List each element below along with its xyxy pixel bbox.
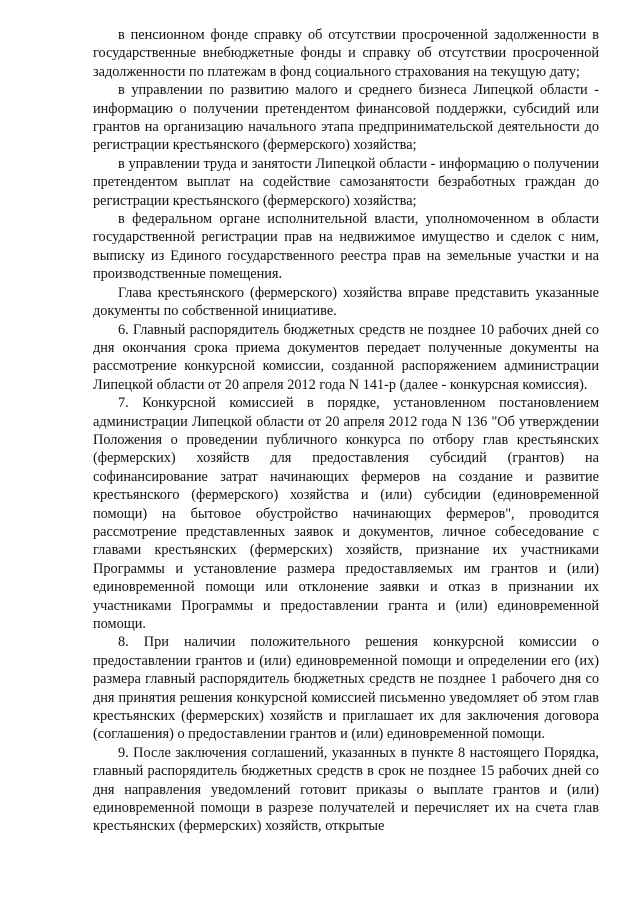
paragraph-item-8: 8. При наличии положительного решения конкурсной комиссии о предоставлении грантов и (или) единовременной помощи и определении его (их) размера главный распорядитель бюджетных средств не позднее 1 рабочего дня со дня принятия решения конкурсной комиссией письменно уведомляет об этом глав крестьянских (фермерских) хозяйств и приглашает их для заключения договора (соглашения) о предоставлении грантов и (или) единовременной помощи. [93,634,599,743]
paragraph-pension-fund-certificate: в пенсионном фонде справку об отсутствии просроченной задолженности в государственные внебюджетные фонды и справку об отсутствии просроченной задолженности по платежам в фонд социального страхования на текущую дату; [93,27,599,80]
paragraph-labor-employment-department: в управлении труда и занятости Липецкой области - информацию о получении претендентом выплат на содействие самозанятости безработных граждан до регистрации крестьянского (фермерского) хозяйства; [93,155,599,209]
paragraph-federal-registration-authority: в федеральном органе исполнительной власти, уполномоченном в области государственной регистрации прав на недвижимое имущество и сделок с ним, выписку из Единого государственного реестра прав на земельные участки и на производственные помещения. [93,211,599,283]
paragraph-item-6: 6. Главный распорядитель бюджетных средств не позднее 10 рабочих дней со дня окончания срока приема документов передает полученные документы на рассмотрение конкурсной комиссии, созданной распоряжением администрации Липецкой области от 20 апреля 2012 года N 141-р (далее - конкурсная комиссия). [93,321,599,393]
paragraph-item-9: 9. После заключения соглашений, указанных в пункте 8 настоящего Порядка, главный распорядитель бюджетных средств в срок не позднее 15 рабочих дней со дня направления уведомлений готовит приказы о выплате грантов и (или) единовременной помощи в разрезе получателей и перечисляет их на счета глав крестьянских (фермерских) хозяйств, открытые [93,744,599,835]
paragraph-small-business-department: в управлении по развитию малого и среднего бизнеса Липецкой области - информацию о получении претендентом финансовой поддержки, субсидий или грантов на организацию начального этапа предпринимательской деятельности до регистрации крестьянского (фермерского) хозяйства; [93,82,599,154]
paragraph-item-7: 7. Конкурсной комиссией в порядке, установленном постановлением администрации Липецкой области от 20 апреля 2012 года N 136 "Об утверждении Положения о проведении публичного конкурса по отбору глав крестьянских (фермерских) хозяйств для предоставления субсидий (грантов) на софинансирование затрат начинающих фермеров на создание и развитие крестьянского (фермерского) хозяйства и (или) субсидии (единовременной помощи) на бытовое обустройство начинающих фермеров", проводится рассмотрение представленных заявок и документов, личное собеседование с главами крестьянских (фермерских) хозяйств, признание их участниками Программы и установление размера предоставляемых им грантов и (или) единовременной помощи или отклонение заявки и отказ в признании их участниками Программы и предоставлении гранта и (или) единовременной помощи. [93,395,599,632]
document-page [93,26,599,836]
paragraph-own-initiative: Глава крестьянского (фермерского) хозяйства вправе представить указанные документы по собственной инициативе. [93,284,599,320]
